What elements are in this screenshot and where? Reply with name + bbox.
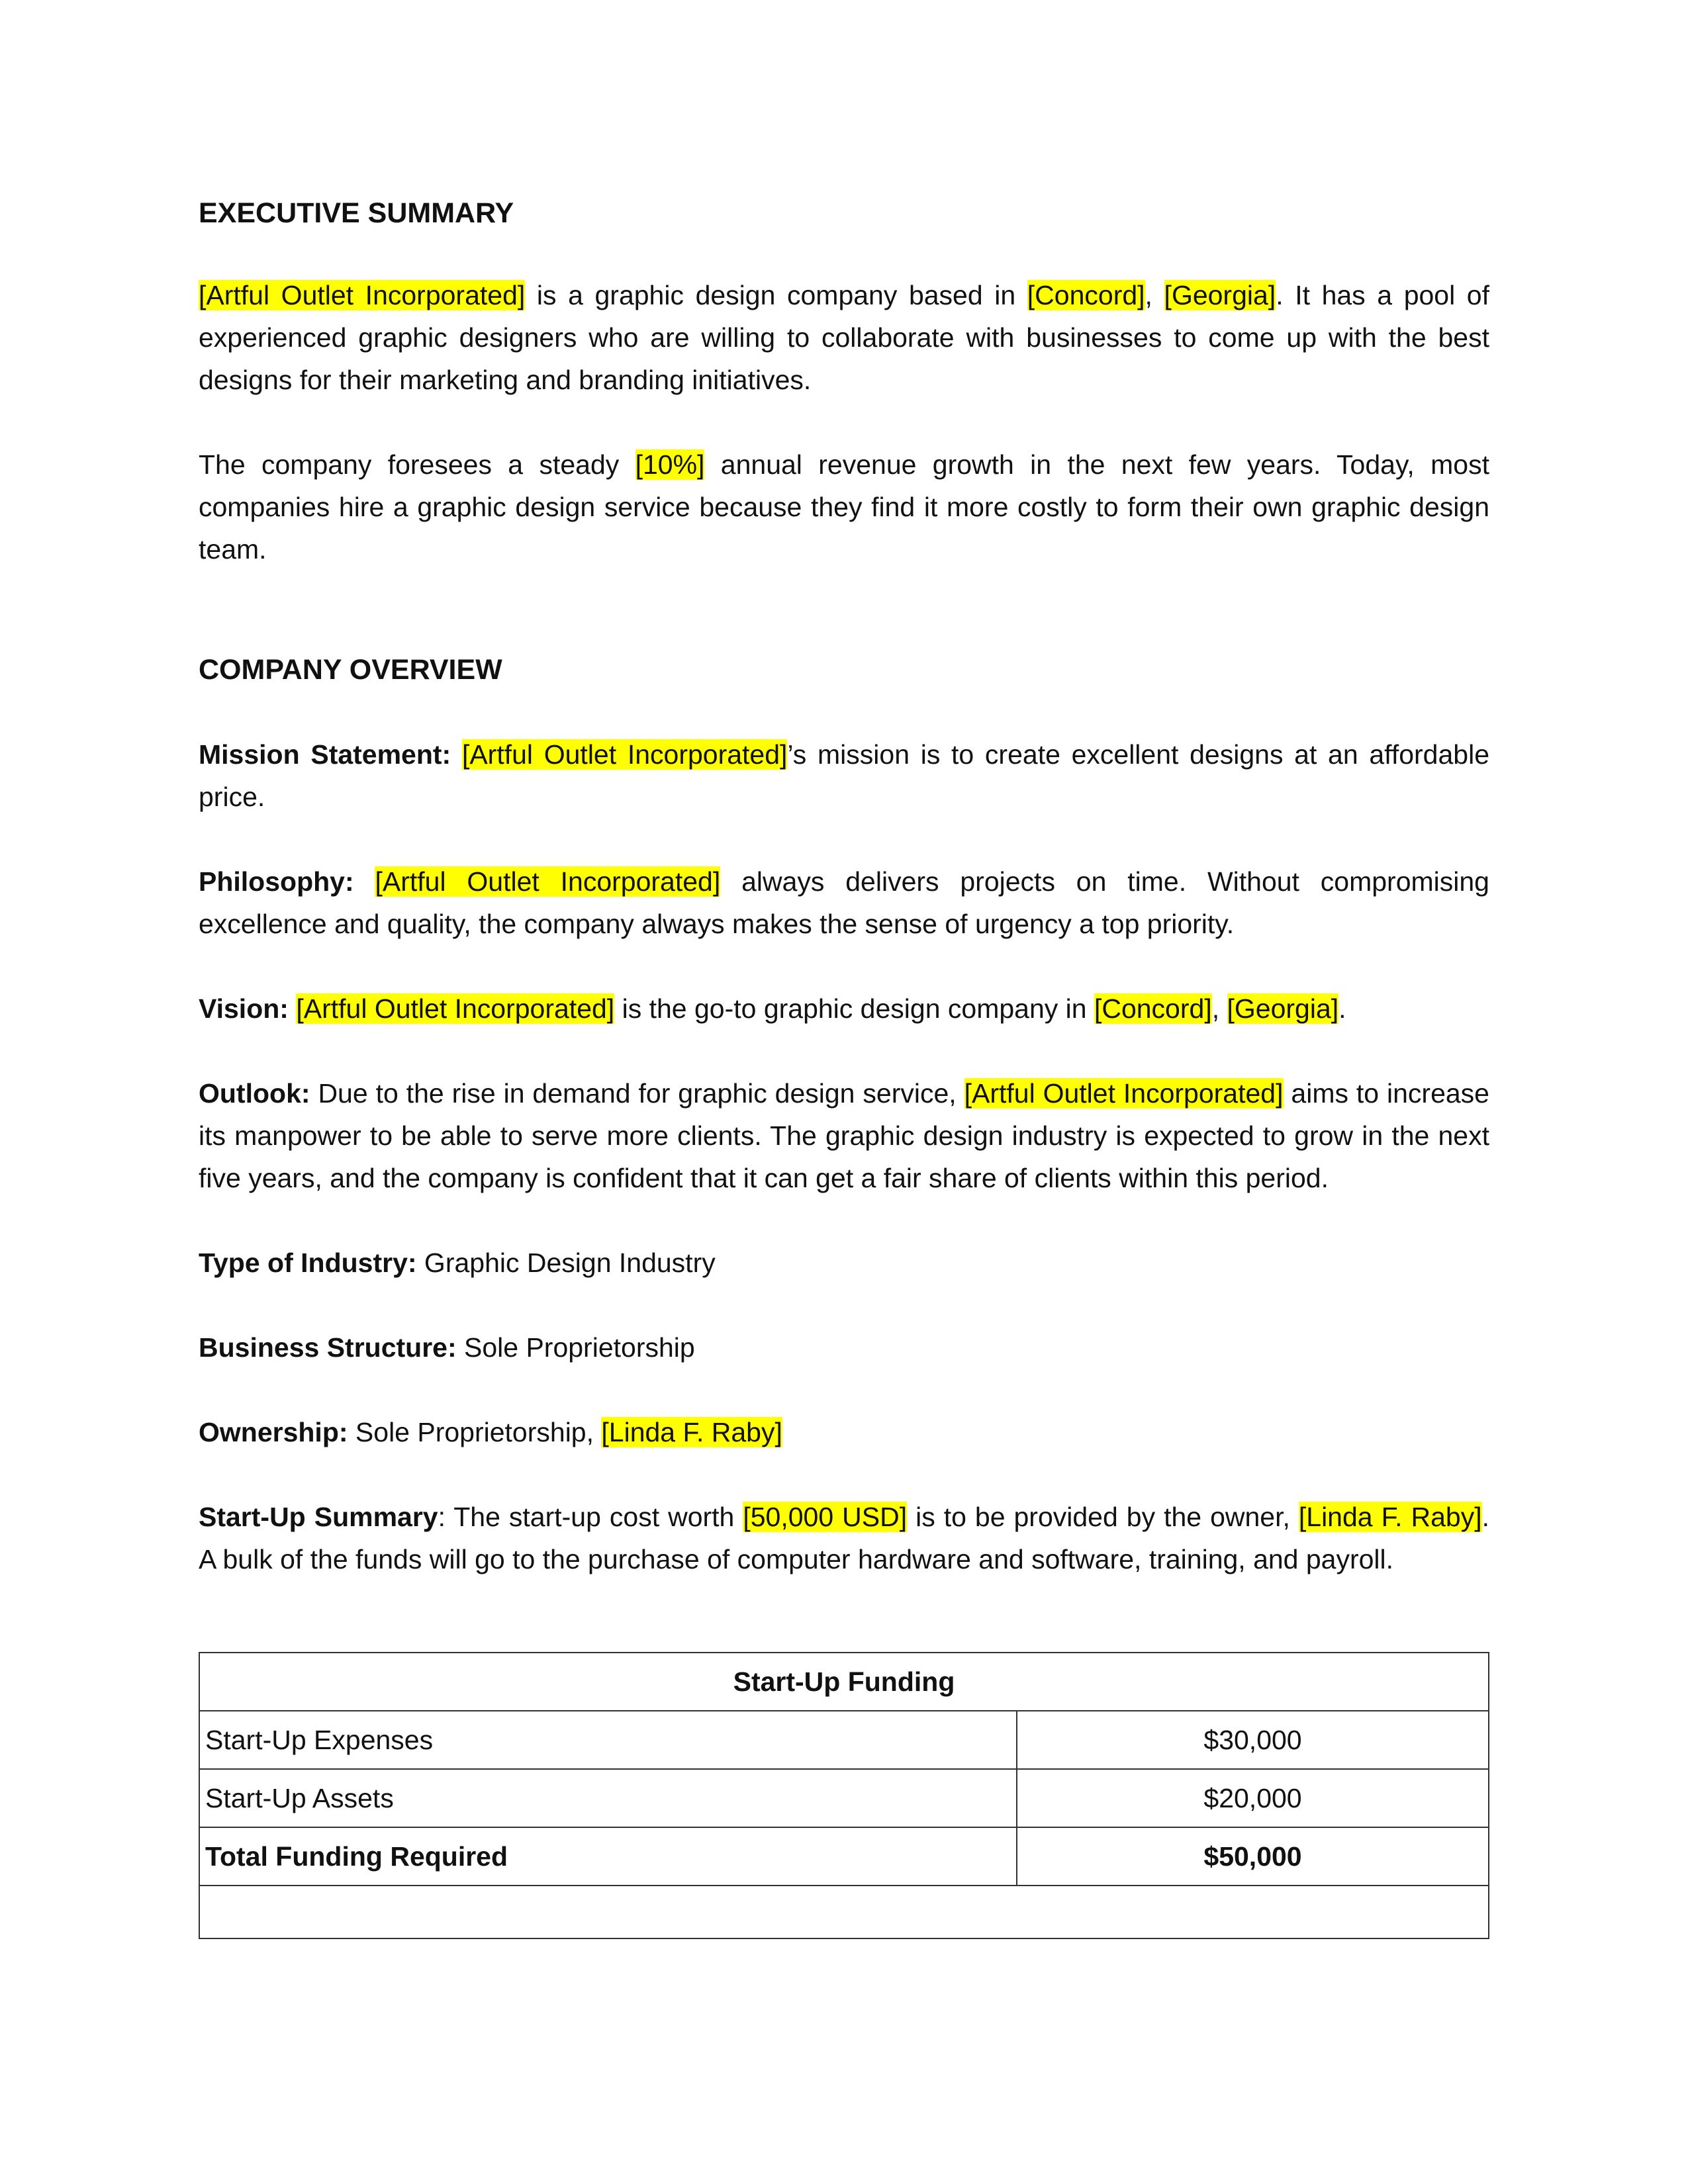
company-name-placeholder: [Artful Outlet Incorporated] [461, 739, 788, 770]
industry-label: Type of Industry: [199, 1248, 417, 1278]
ownership-value: Sole Proprietorship, [348, 1417, 602, 1447]
city-placeholder: [Concord] [1094, 993, 1212, 1024]
owner-name-placeholder: [Linda F. Raby] [601, 1417, 782, 1447]
growth-rate-placeholder: [10%] [635, 449, 705, 480]
company-name-placeholder: [Artful Outlet Incorporated] [296, 993, 615, 1024]
outlook-statement: Outlook: Due to the rise in demand for graphic design service, [Artful Outlet Incorporated] aims to increase its manpower to be able to serve more clients. The graphic design industry is expected to grow in the next five years, and the company is confident that it can get a fair share of clients within this period. [199, 1078, 1489, 1193]
company-name-placeholder: [Artful Outlet Incorporated] [199, 280, 526, 310]
row-value: $20,000 [1017, 1769, 1489, 1827]
startup-funding-table [199, 1652, 1489, 1939]
startup-amount-placeholder: [50,000 USD] [743, 1502, 908, 1532]
mission-label: Mission Statement: [199, 739, 451, 770]
owner-name-placeholder: [Linda F. Raby] [1298, 1502, 1482, 1532]
state-placeholder: [Georgia] [1164, 280, 1276, 310]
industry-value: Graphic Design Industry [416, 1248, 716, 1278]
vision-statement: Vision: [Artful Outlet Incorporated] is the go-to graphic design company in [Concord], [Georgia]. [199, 993, 1346, 1024]
executive-summary-paragraph-2: The company foresees a steady [10%] annual revenue growth in the next few years. Today, most companies hire a graphic design service because they find it more costly to form their own graphic design team. [199, 449, 1489, 565]
vision-label: Vision: [199, 993, 289, 1024]
empty-cell [199, 1886, 1489, 1938]
document-page [199, 192, 1489, 1580]
total-value: $50,000 [1017, 1827, 1489, 1886]
startup-summary-label: Start-Up Summary [199, 1502, 438, 1532]
table-row [199, 1711, 1489, 1769]
structure-label: Business Structure: [199, 1332, 457, 1363]
philosophy-label: Philosophy: [199, 866, 354, 897]
mission-statement: Mission Statement: [Artful Outlet Incorporated]’s mission is to create excellent designs at an affordable price. [199, 739, 1489, 812]
row-value: $30,000 [1017, 1711, 1489, 1769]
table-header-row [199, 1653, 1489, 1711]
row-label: Start-Up Assets [199, 1769, 1017, 1827]
total-label: Total Funding Required [199, 1827, 1017, 1886]
state-placeholder: [Georgia] [1227, 993, 1339, 1024]
outlook-label: Outlook: [199, 1078, 310, 1109]
table-row [199, 1769, 1489, 1827]
executive-summary-paragraph-1: [Artful Outlet Incorporated] is a graphic design company based in [Concord], [Georgia]. It has a pool of experienced graphic designers who are willing to collaborate with businesses to come up with the best designs for their marketing and branding initiatives. [199, 280, 1489, 395]
executive-summary-heading: EXECUTIVE SUMMARY [199, 197, 514, 229]
ownership-label: Ownership: [199, 1417, 348, 1447]
ownership [199, 1411, 1489, 1453]
philosophy-statement: Philosophy: [Artful Outlet Incorporated] always delivers projects on time. Without compromising excellence and quality, the company always makes the sense of urgency a top priority. [199, 866, 1489, 939]
table-title: Start-Up Funding [199, 1653, 1489, 1711]
industry-type [199, 1242, 1489, 1284]
table-total-row [199, 1827, 1489, 1886]
city-placeholder: [Concord] [1027, 280, 1145, 310]
table-empty-row [199, 1886, 1489, 1938]
row-label: Start-Up Expenses [199, 1711, 1017, 1769]
startup-summary: Start-Up Summary: The start-up cost worth [50,000 USD] is to be provided by the owner, [Linda F. Raby]. A bulk of the funds will go to the purchase of computer hardware and software, training, and payroll. [199, 1502, 1489, 1574]
company-name-placeholder: [Artful Outlet Incorporated] [375, 866, 721, 897]
company-name-placeholder: [Artful Outlet Incorporated] [964, 1078, 1284, 1109]
structure-value: Sole Proprietorship [456, 1332, 695, 1363]
company-overview-heading: COMPANY OVERVIEW [199, 654, 502, 686]
business-structure [199, 1326, 1489, 1369]
